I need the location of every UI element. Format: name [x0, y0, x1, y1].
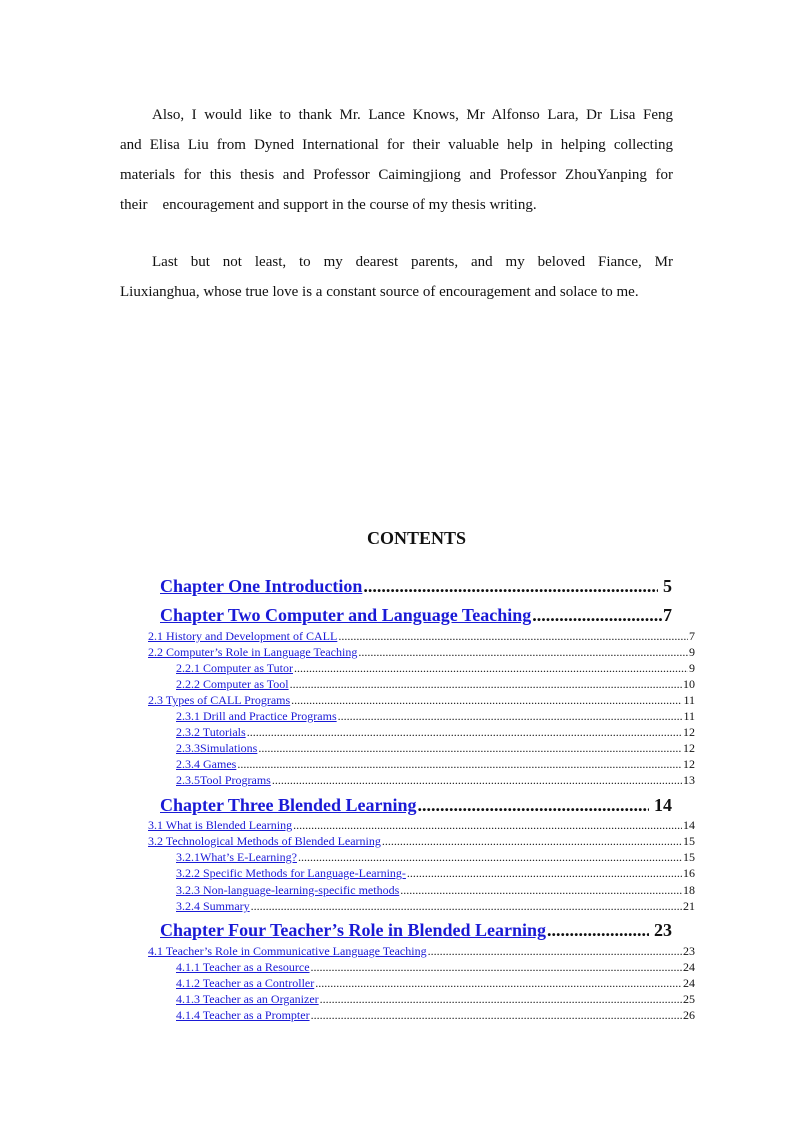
toc-link[interactable]: Chapter Two Computer and Language Teaching [160, 605, 532, 625]
toc-link[interactable]: 3.2.4 Summary [176, 899, 250, 913]
toc-link[interactable]: 2.3 Types of CALL Programs [148, 693, 291, 707]
toc-entry-subsection [176, 661, 695, 677]
toc-page-number: 18 [683, 883, 695, 897]
toc-entry-subsection [176, 960, 695, 976]
toc-page-number: 12 [683, 757, 695, 771]
toc-page-number: 11 [683, 709, 695, 723]
toc-page-number: 11 [683, 693, 695, 707]
toc-entry-chapter [160, 795, 672, 819]
toc-link[interactable]: 2.3.3Simulations [176, 741, 258, 755]
toc-page-number: 16 [683, 866, 695, 880]
toc-link[interactable]: 2.1 History and Development of CALL [148, 629, 338, 643]
text-line: Last but not least, to my dearest parents, and my beloved Fiance, Mr [152, 254, 673, 270]
toc-page-number: 9 [689, 645, 695, 659]
toc-entry-subsection [176, 725, 695, 741]
toc-page-number: 7 [689, 629, 695, 643]
text-line: Liuxianghua, whose true love is a constant source of encouragement and solace to me. [120, 284, 639, 300]
toc-link[interactable]: Chapter Three Blended Learning [160, 795, 417, 815]
toc-link[interactable]: 4.1.4 Teacher as a Prompter [176, 1008, 310, 1022]
toc-entry-subsection [176, 883, 695, 899]
toc-link[interactable]: 4.1.1 Teacher as a Resource [176, 960, 310, 974]
toc-entry-chapter [160, 605, 672, 629]
toc-link[interactable]: 4.1.3 Teacher as an Organizer [176, 992, 319, 1006]
toc-entry-subsection [176, 677, 695, 693]
toc-entry-section [148, 834, 695, 850]
toc-page-number: 25 [683, 992, 695, 1006]
toc-entry-section [148, 818, 695, 834]
toc-link[interactable]: Chapter One Introduction [160, 576, 363, 596]
toc-page-number: 15 [683, 834, 695, 848]
text-line: and Elisa Liu from Dyned International for their valuable help in helping collecting [120, 137, 673, 153]
toc-link[interactable]: 3.1 What is Blended Learning [148, 818, 293, 832]
toc-page-number: 21 [683, 899, 695, 913]
toc-page-number: 13 [683, 773, 695, 787]
toc-entry-subsection [176, 709, 695, 725]
text-line: their encouragement and support in the course of my thesis writing. [120, 197, 537, 213]
toc-entry-subsection [176, 850, 695, 866]
toc-entry-subsection [176, 773, 695, 789]
acknowledgement-paragraph-1 [120, 100, 673, 220]
toc-link[interactable]: 2.2.1 Computer as Tutor [176, 661, 294, 675]
toc-page-number: 15 [683, 850, 695, 864]
toc-page-number: 10 [683, 677, 695, 691]
toc-page-number: 12 [683, 725, 695, 739]
toc-link[interactable]: 3.2.3 Non-language-learning-specific methods [176, 883, 400, 897]
toc-link[interactable]: 4.1.2 Teacher as a Controller [176, 976, 315, 990]
toc-link[interactable]: 3.2 Technological Methods of Blended Learning [148, 834, 381, 848]
toc-entry-subsection [176, 757, 695, 773]
toc-entry-subsection [176, 1008, 695, 1024]
contents-heading: CONTENTS [366, 528, 467, 548]
toc-entry-section [148, 944, 695, 960]
toc-link[interactable]: 2.3.4 Games [176, 757, 237, 771]
toc-page-number: 12 [683, 741, 695, 755]
toc-link[interactable]: 2.3.5Tool Programs [176, 773, 271, 787]
toc-link[interactable]: 2.3.2 Tutorials [176, 725, 246, 739]
toc-entry-subsection [176, 899, 695, 915]
toc-page-number: 23 [654, 920, 672, 940]
toc-page-number: 9 [689, 661, 695, 675]
toc-page-number: 23 [683, 944, 695, 958]
acknowledgement-paragraph-2 [120, 247, 673, 307]
toc-entry-section [148, 693, 695, 709]
toc-page-number: 14 [654, 795, 672, 815]
toc-entry-subsection [176, 866, 695, 882]
toc-link[interactable]: 3.2.1What’s E-Learning? [176, 850, 297, 864]
toc-link[interactable]: 2.2.2 Computer as Tool [176, 677, 289, 691]
toc-page-number: 26 [683, 1008, 695, 1022]
toc-link[interactable]: Chapter Four Teacher’s Role in Blended Learning [160, 920, 547, 940]
toc-page-number: 7 [663, 605, 672, 625]
toc-page-number: 5 [663, 576, 672, 596]
text-line: materials for this thesis and Professor Caimingjiong and Professor ZhouYanping for [120, 167, 673, 183]
toc-entry-chapter [160, 576, 672, 600]
toc-page-number: 14 [683, 818, 695, 832]
toc-entry-section [148, 645, 695, 661]
toc-entry-subsection [176, 741, 695, 757]
toc-page-number: 24 [683, 976, 695, 990]
toc-link[interactable]: 3.2.2 Specific Methods for Language-Learning- [176, 866, 406, 880]
toc-link[interactable]: 4.1 Teacher’s Role in Communicative Language Teaching [148, 944, 427, 958]
toc-page-number: 24 [683, 960, 695, 974]
toc-entry-subsection [176, 992, 695, 1008]
toc-entry-subsection [176, 976, 695, 992]
toc-entry-section [148, 629, 695, 645]
toc-link[interactable]: 2.3.1 Drill and Practice Programs [176, 709, 337, 723]
toc-link[interactable]: 2.2 Computer’s Role in Language Teaching [148, 645, 358, 659]
toc-entry-chapter [160, 920, 672, 944]
text-line: Also, I would like to thank Mr. Lance Knows, Mr Alfonso Lara, Dr Lisa Feng [152, 107, 673, 123]
